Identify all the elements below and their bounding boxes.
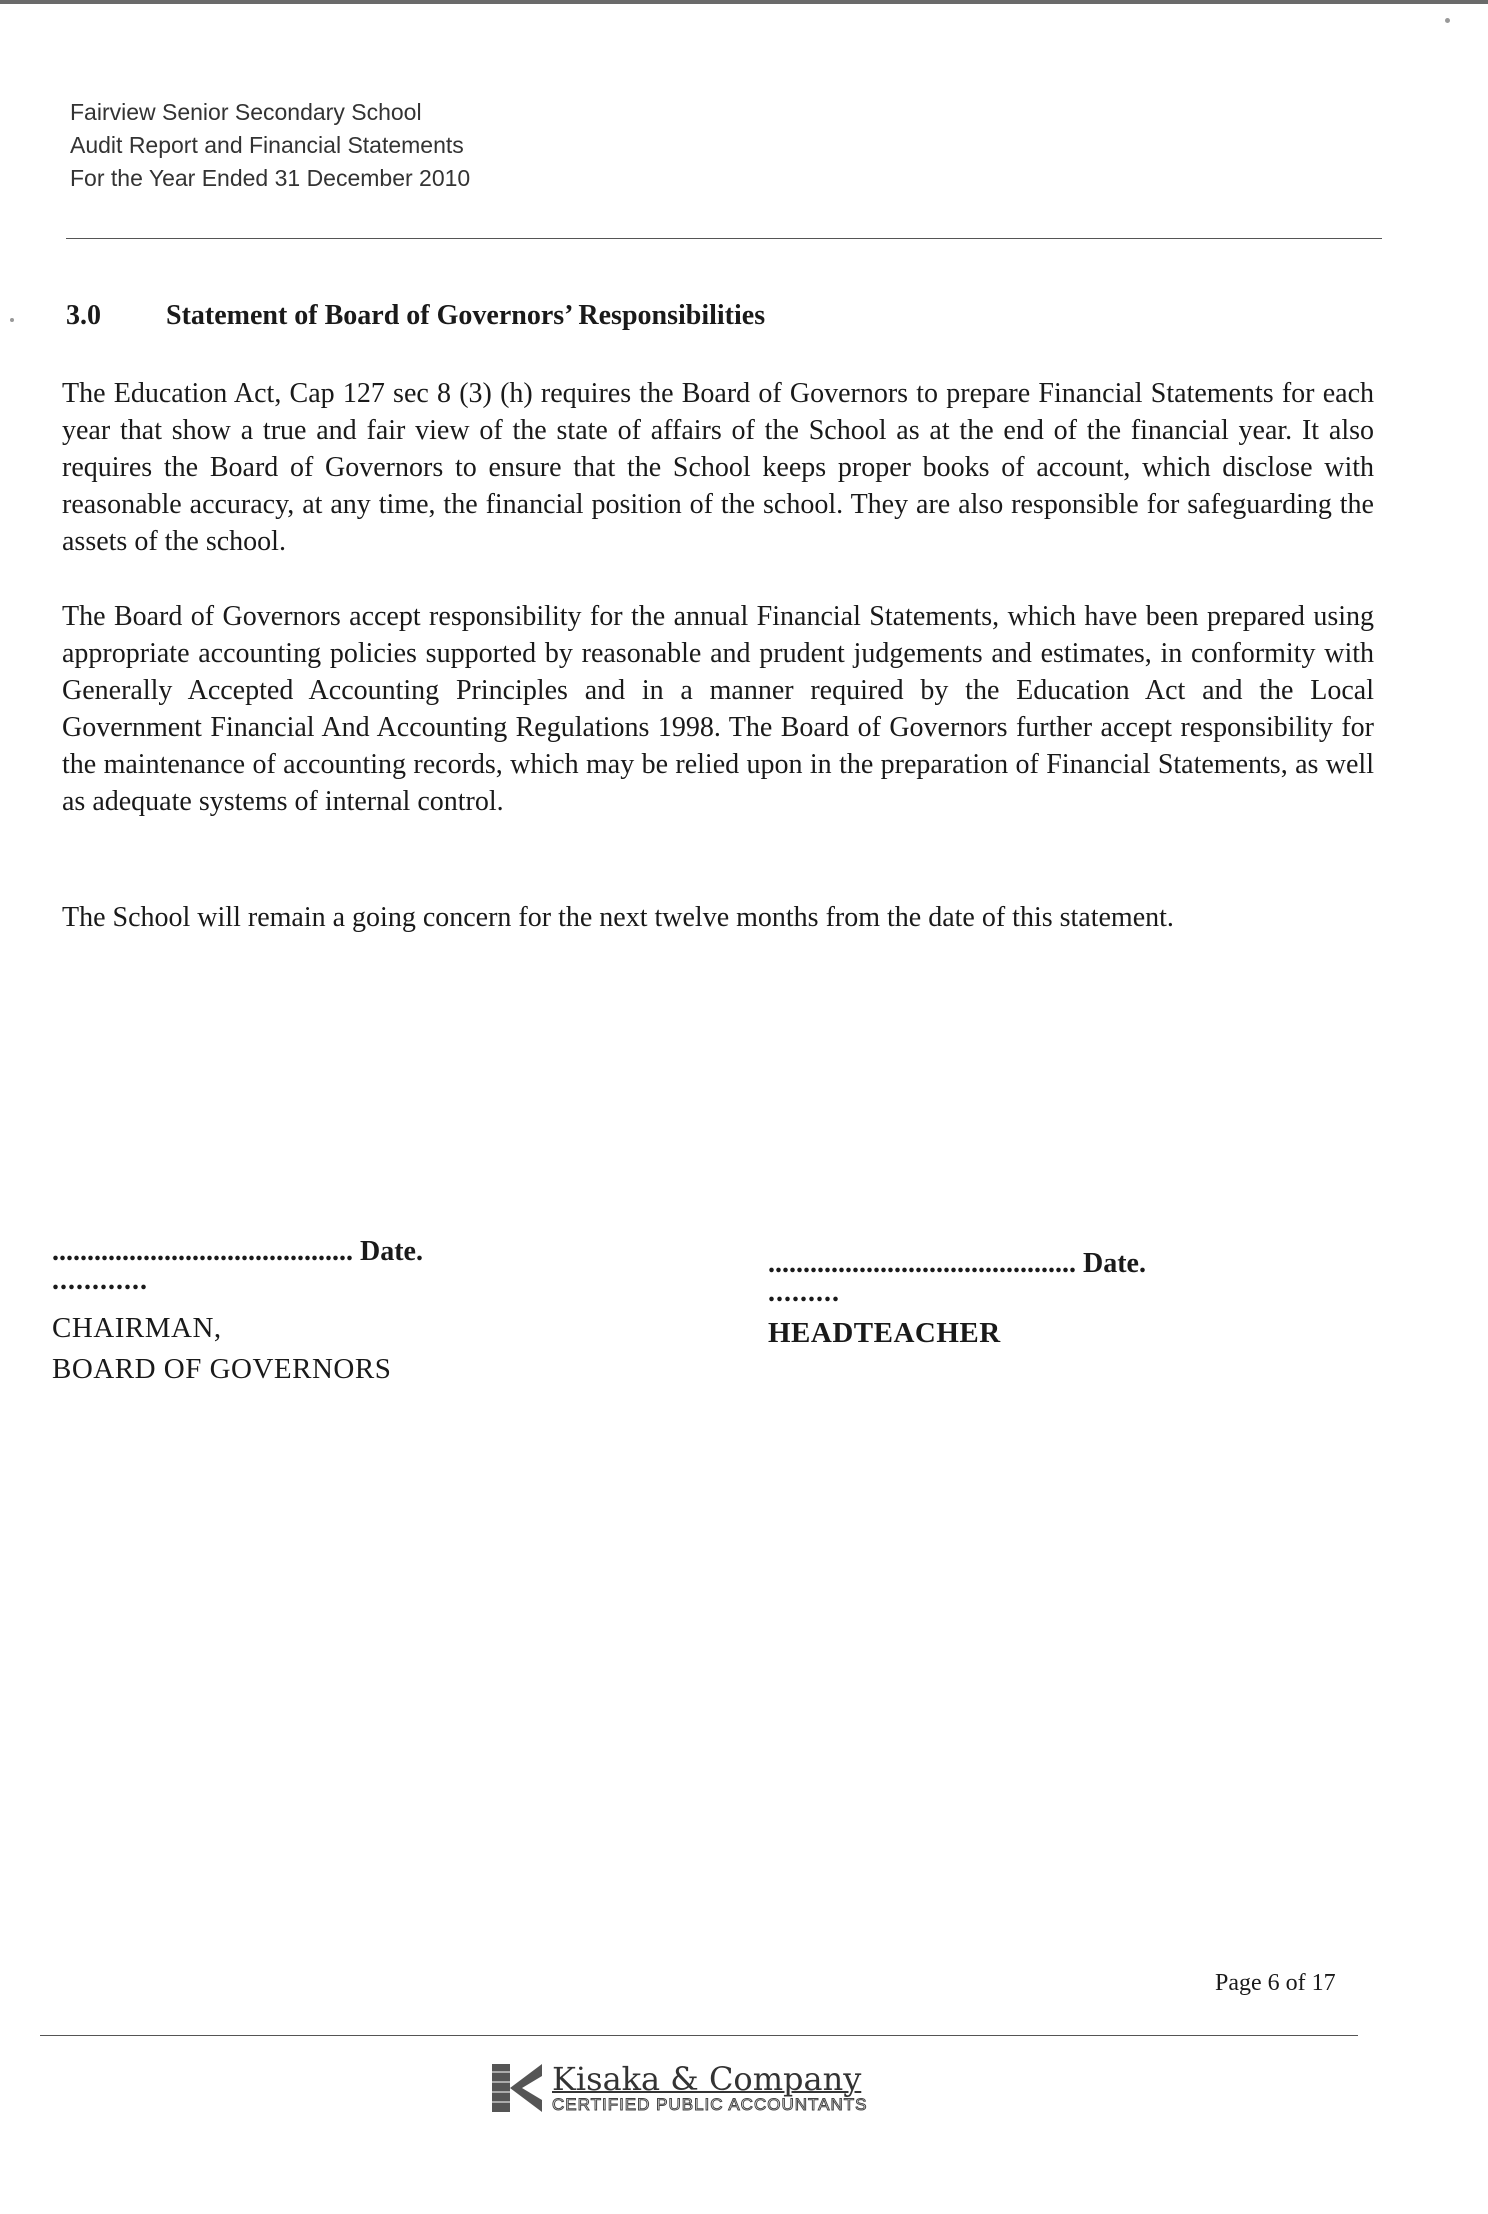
- chairman-signature-line: [52, 1233, 423, 1296]
- chairman-title-line2: BOARD OF GOVERNORS: [52, 1353, 392, 1385]
- headteacher-signature-line: [768, 1245, 1146, 1308]
- headteacher-date-dots: .........: [768, 1277, 840, 1308]
- logo-company-name: Kisaka & Company: [552, 2060, 862, 2098]
- kisaka-logo-mark-icon: [488, 2062, 546, 2114]
- page-number: Page 6 of 17: [1215, 1970, 1336, 1996]
- chairman-date-dots: ............: [52, 1265, 148, 1296]
- paragraph-board-responsibility: The Board of Governors accept responsibility for the annual Financial Statements, which have been prepared using appropriate accounting policies supported by reasonable and prudent judgements and estimates, in conformity with Generally Accepted Accounting Principles and in a manner required by the Education Act and the Local Government Financial And Accounting Regulations 1998. The Board of Governors further accept responsibility for the maintenance of accounting records, which may be relied upon in the preparation of Financial Statements, as well as adequate systems of internal control.: [62, 601, 1374, 817]
- logo-tagline: CERTIFIED PUBLIC ACCOUNTANTS: [552, 2095, 868, 2114]
- section-number: 3.0: [66, 300, 101, 331]
- chairman-title-line1: CHAIRMAN,: [52, 1312, 222, 1344]
- section-title: Statement of Board of Governors’ Responsibilities: [166, 300, 766, 331]
- report-title: Audit Report and Financial Statements: [70, 132, 464, 158]
- header-divider: [66, 238, 1382, 239]
- section-heading: [66, 300, 765, 332]
- report-period: For the Year Ended 31 December 2010: [70, 165, 471, 191]
- headteacher-title-text: HEADTEACHER: [768, 1317, 1001, 1349]
- chairman-signature-dots: ........................................... Date.: [52, 1236, 423, 1267]
- chairman-title: [52, 1308, 391, 1390]
- paragraph-going-concern: The School will remain a going concern for the next twelve months from the date of this statement.: [62, 902, 1174, 933]
- scan-speck: [1445, 18, 1450, 23]
- paragraph-statutory-requirement: The Education Act, Cap 127 sec 8 (3) (h) requires the Board of Governors to prepare Financial Statements for each year that show a true and fair view of the state of affairs of the School as at the end of the financial year. It also requires the Board of Governors to ensure that the School keeps proper books of account, which disclose with reasonable accuracy, at any time, the financial position of the school. They are also responsible for safeguarding the assets of the school.: [62, 378, 1374, 557]
- scan-speck: [10, 318, 14, 322]
- auditor-logo: [488, 2062, 867, 2114]
- footer-divider: [40, 2035, 1358, 2036]
- school-name: Fairview Senior Secondary School: [70, 99, 422, 125]
- headteacher-signature-dots: ............................................ Date.: [768, 1248, 1146, 1279]
- scan-top-edge: [0, 0, 1488, 4]
- document-header: [70, 96, 470, 195]
- headteacher-title: [768, 1313, 1001, 1354]
